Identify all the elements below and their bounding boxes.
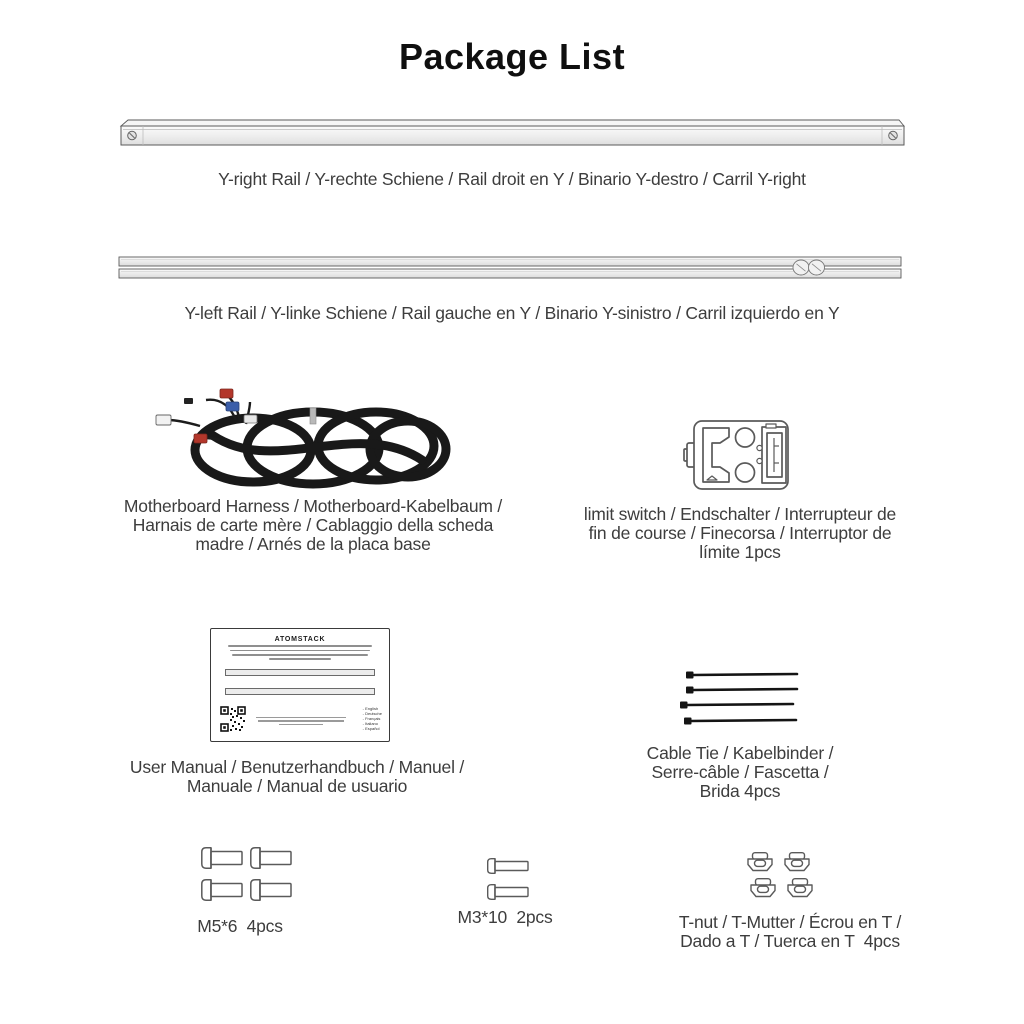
m3-screws-caption: M3*10 2pcs — [457, 907, 553, 927]
t-nuts-caption: T-nut / T-Mutter / Écrou en T / Dado a T / Tuerca en T 4pcs — [678, 912, 902, 952]
motherboard-harness-caption: Motherboard Harness / Motherboard-Kabelbaum / Harnais de carte mère / Cablaggio della scheda madre / Arnés de la placa base — [123, 496, 503, 555]
qr-code — [220, 706, 246, 732]
cable-tie-caption: Cable Tie / Kabelbinder / Serre-câble / Fascetta / Brida 4pcs — [646, 743, 834, 802]
motherboard-harness-image — [150, 388, 480, 494]
m5-screws-caption: M5*6 4pcs — [197, 916, 283, 936]
y-left-rail-image — [113, 250, 906, 286]
manual-text-lines — [211, 645, 389, 659]
y-right-rail-image — [113, 118, 906, 150]
manual-language-list: - English - Deutsche - Français - Italiano - Español — [363, 706, 382, 731]
manual-footnote-lines — [255, 717, 347, 727]
user-manual-caption: User Manual / Benutzerhandbuch / Manuel / Manuale / Manual de usuario — [129, 757, 465, 797]
y-left-rail-caption: Y-left Rail / Y-linke Schiene / Rail gauche en Y / Binario Y-sinistro / Carril izquierdo en Y — [184, 303, 840, 323]
page-title: Package List — [398, 36, 626, 77]
m3-screws-image — [486, 856, 530, 902]
cable-tie-image — [676, 666, 806, 728]
manual-rail-figure — [225, 669, 375, 676]
limit-switch-image — [682, 416, 794, 494]
t-nuts-image — [745, 851, 837, 899]
manual-brand-logo: ATOMSTACK — [274, 636, 326, 643]
user-manual-image — [210, 628, 390, 742]
limit-switch-caption: limit switch / Endschalter / Interrupteur de fin de course / Finecorsa / Interruptor de límite 1pcs — [583, 504, 897, 563]
m5-screws-image — [200, 846, 296, 904]
y-right-rail-caption: Y-right Rail / Y-rechte Schiene / Rail droit en Y / Binario Y-destro / Carril Y-right — [218, 169, 806, 189]
manual-rail-figure — [225, 688, 375, 695]
